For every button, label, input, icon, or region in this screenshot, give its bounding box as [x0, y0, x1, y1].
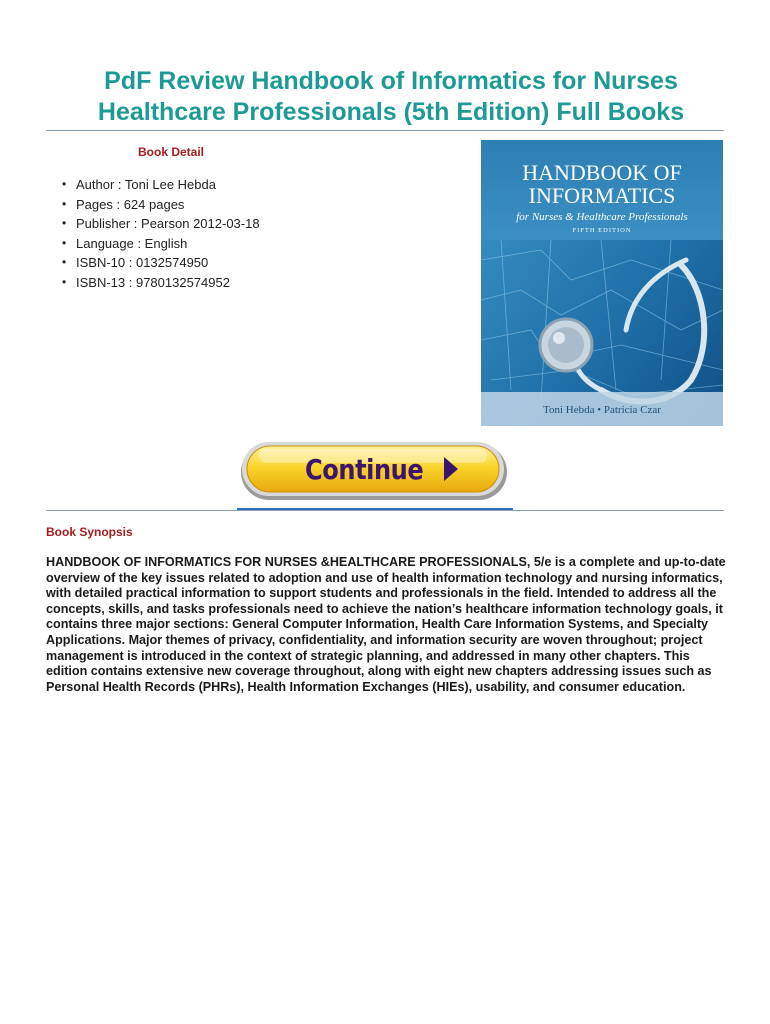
continue-button[interactable] [239, 440, 509, 504]
cover-authors: Toni Hebda • Patricia Czar [543, 404, 661, 416]
detail-item-pages: • Pages : 624 pages [60, 195, 260, 215]
book-detail-list [60, 175, 260, 292]
book-detail-heading: Book Detail [138, 145, 205, 159]
detail-item-publisher: • Publisher : Pearson 2012-03-18 [60, 214, 260, 234]
cover-edition: FIFTH EDITION [572, 227, 632, 234]
section-divider [46, 510, 724, 511]
section-divider-accent [237, 508, 513, 510]
detail-item-author: • Author : Toni Lee Hebda [60, 175, 260, 195]
bullet-icon: • [62, 255, 67, 269]
book-cover-image [481, 140, 723, 426]
play-arrow-icon [444, 457, 458, 481]
detail-item-isbn10: • ISBN-10 : 0132574950 [60, 253, 260, 273]
detail-item-isbn13: • ISBN-13 : 9780132574952 [60, 273, 260, 293]
cover-subtitle: for Nurses & Healthcare Professionals [516, 211, 688, 223]
detail-item-language: • Language : English [60, 234, 260, 254]
bullet-icon: • [62, 216, 67, 230]
bullet-icon: • [62, 235, 67, 250]
bullet-icon: • [62, 274, 67, 289]
title-divider [46, 130, 724, 131]
page-title: PdF Review Handbook of Informatics for Nurses Healthcare Professionals (5th Edition) Full Books [97, 67, 685, 126]
bullet-icon: • [62, 177, 67, 191]
cover-title-line2: INFORMATICS [528, 183, 676, 208]
continue-button-label: Continue [305, 453, 424, 486]
synopsis-text: HANDBOOK OF INFORMATICS FOR NURSES &HEALTHCARE PROFESSIONALS, 5/e is a complete and up-to-date overview of the key issues related to adoption and use of health information technology and nursing informatics, with detailed practical information to support students and professionals in the field. Intended to address all the concepts, skills, and tasks professionals need to achieve the nation’s healthcare information technology goals, it contains three major sections: General Computer Information, Health Care Information Systems, and Specialty Applications. Major themes of privacy, confidentiality, and information security are woven throughout; project management is introduced in the context of strategic planning, and addressed in many other chapters. This edition contains extensive new coverage throughout, along with eight new chapters addressing issues such as Personal Health Records (PHRs), Health Information Exchanges (HIEs), usability, and consumer education. [46, 555, 726, 694]
cover-title-line1: HANDBOOK OF [522, 160, 682, 185]
bullet-icon: • [62, 196, 67, 211]
synopsis-heading: Book Synopsis [46, 525, 133, 539]
